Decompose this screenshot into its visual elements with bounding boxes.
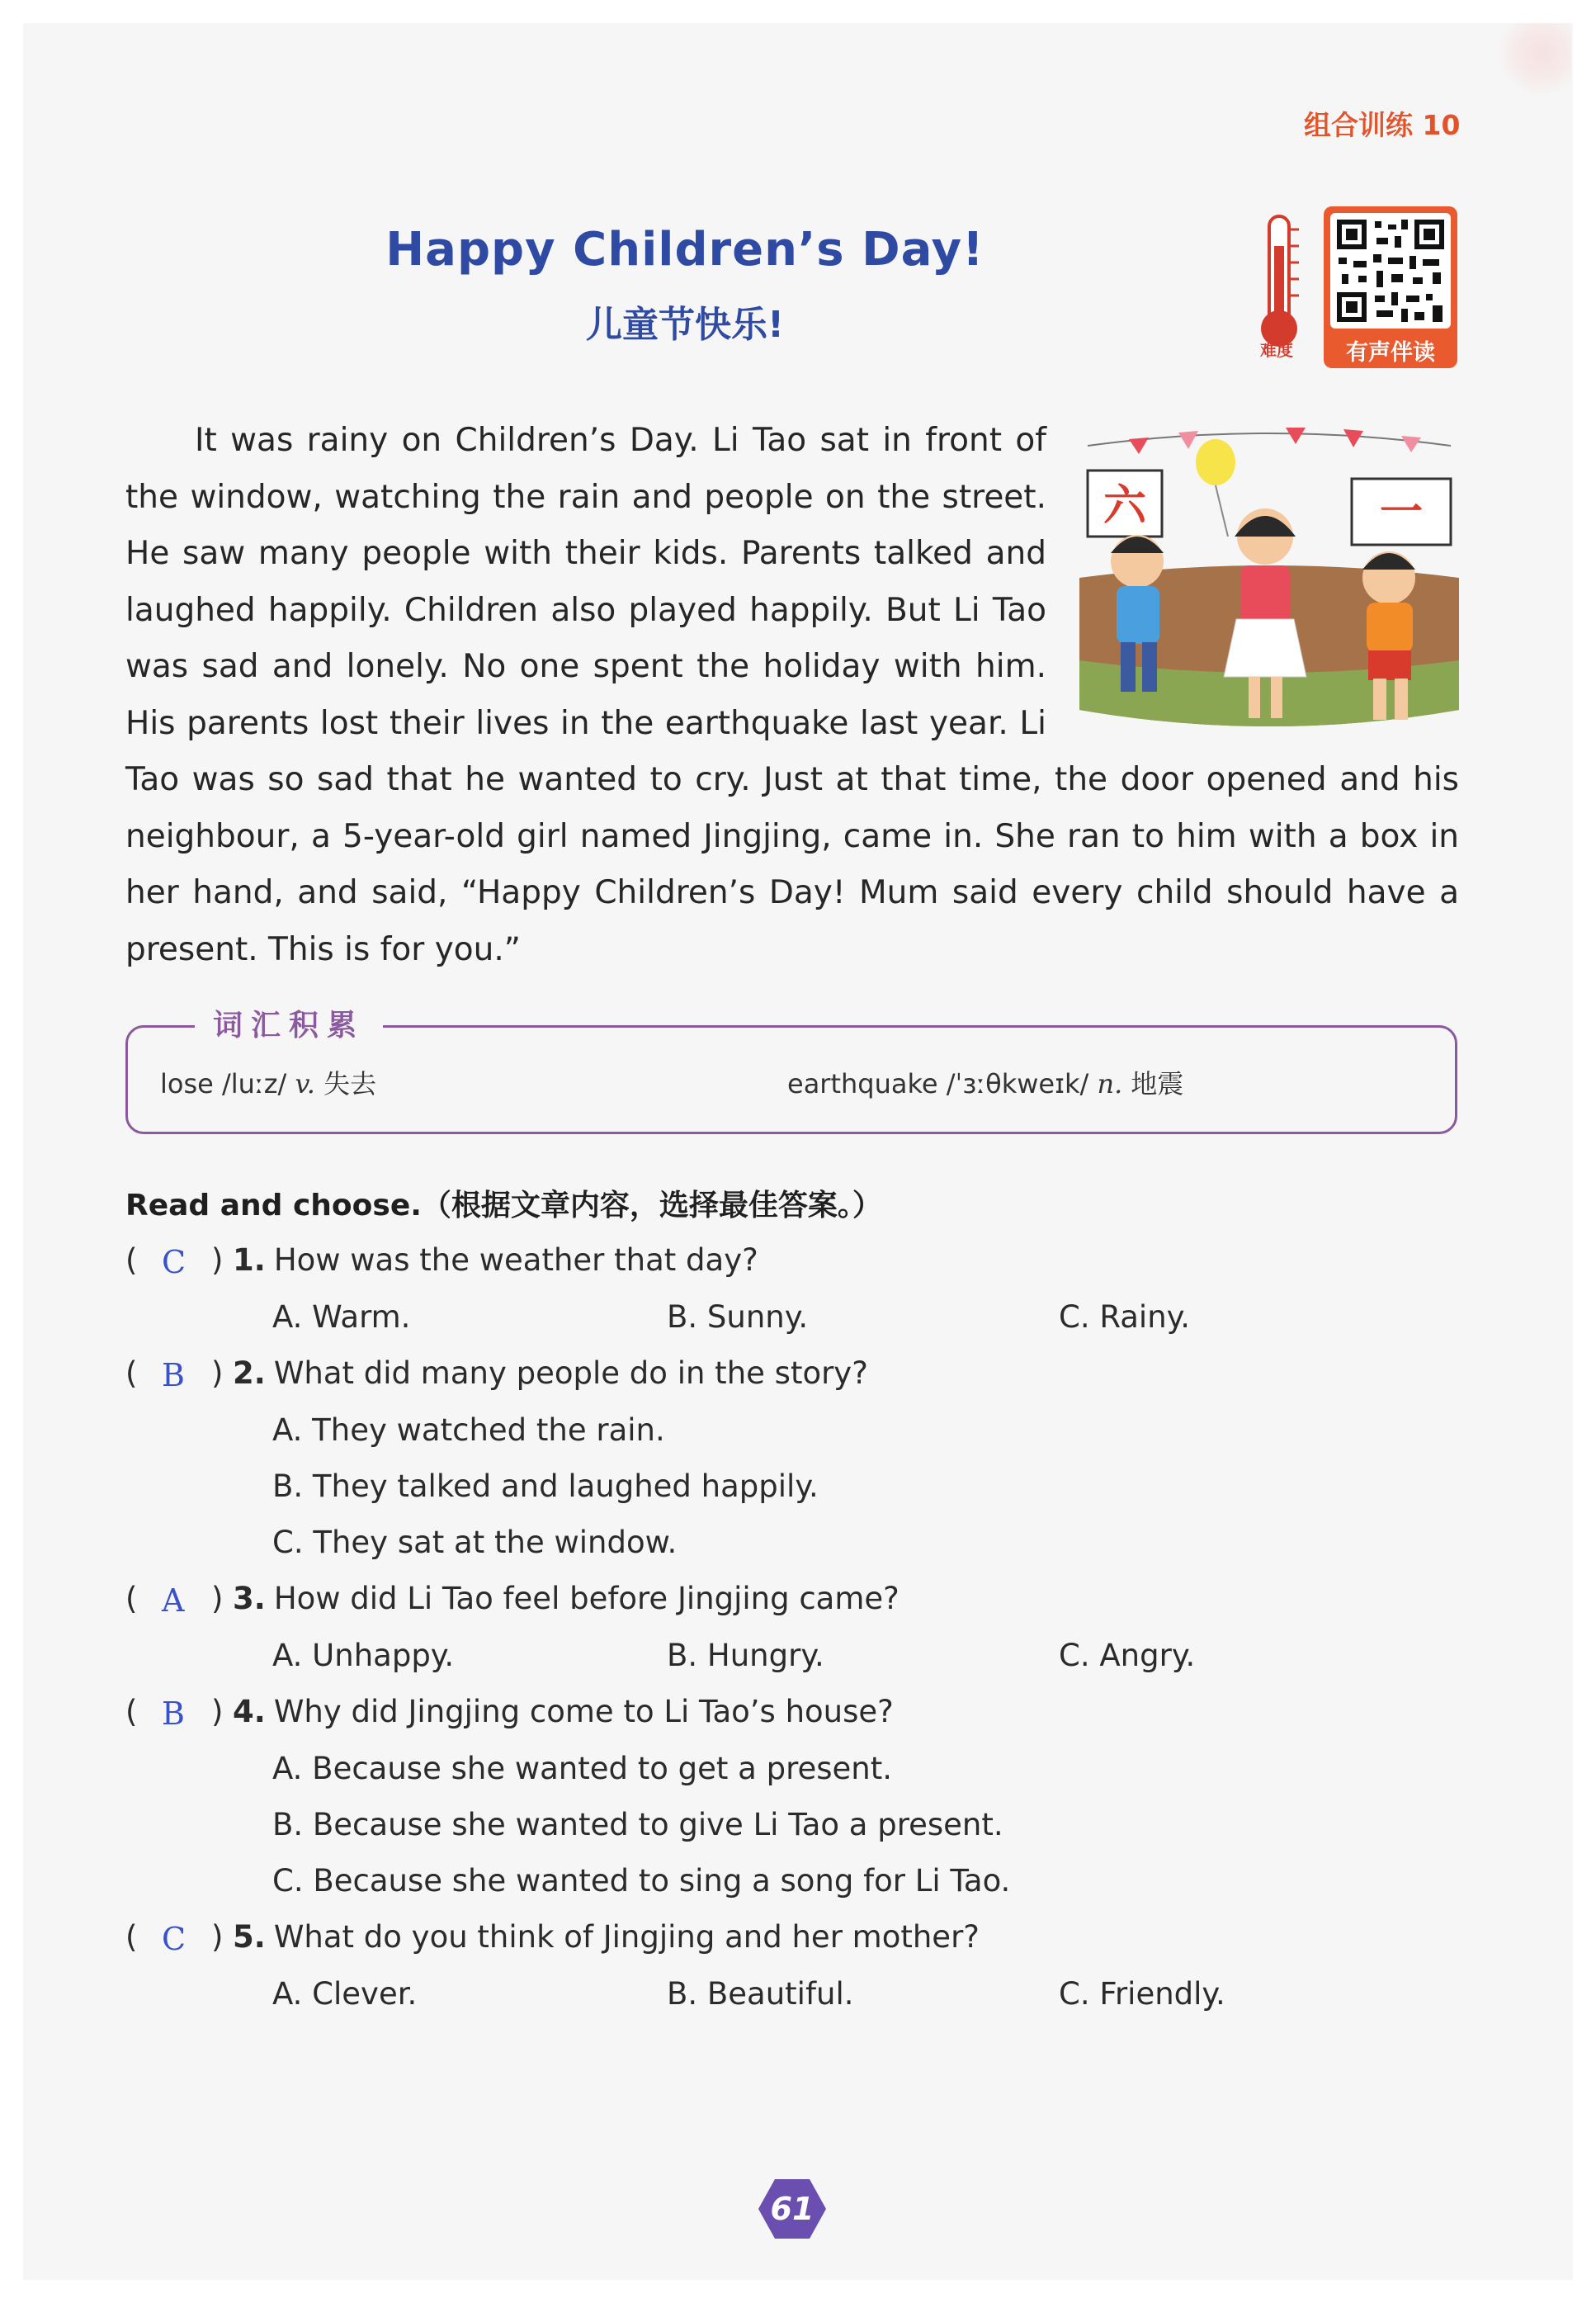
question-number: 3.	[233, 1581, 266, 1616]
option-3c[interactable]: C. Angry.	[1059, 1638, 1196, 1673]
vocab-pos: v.	[295, 1068, 315, 1099]
option-3a[interactable]: A. Unhappy.	[272, 1638, 455, 1673]
question-text: Why did Jingjing come to Li Tao’s house?	[273, 1694, 894, 1729]
question-1	[125, 1242, 758, 1278]
option-2b[interactable]: B. They talked and laughed happily.	[272, 1468, 819, 1504]
question-2	[125, 1355, 868, 1391]
option-1a[interactable]: A. Warm.	[272, 1299, 411, 1335]
option-1c[interactable]: C. Rainy.	[1059, 1299, 1191, 1335]
vocab-pos: n.	[1097, 1068, 1123, 1099]
difficulty-thermometer-icon	[1254, 213, 1304, 357]
sign-yi: 一	[1379, 488, 1424, 537]
question-text: How was the weather that day?	[273, 1242, 758, 1278]
question-4	[125, 1694, 894, 1732]
answer-mark: B	[162, 1695, 185, 1732]
vocab-title: 词汇积累	[195, 1002, 383, 1044]
children-illustration	[1079, 413, 1459, 743]
corner-decoration	[1497, 23, 1571, 97]
question-number: 2.	[233, 1355, 266, 1391]
section-tag: 组合训练 10	[1304, 109, 1461, 141]
qr-code-icon	[1330, 213, 1451, 329]
vocab-item-earthquake	[787, 1063, 1183, 1101]
audio-qr-code[interactable]	[1324, 206, 1457, 368]
question-text: What do you think of Jingjing and her mother?	[273, 1919, 980, 1955]
difficulty-label: 难度	[1260, 340, 1293, 360]
vocab-meaning: 地震	[1131, 1068, 1184, 1099]
vocab-meaning: 失去	[323, 1068, 377, 1099]
option-5b[interactable]: B. Beautiful.	[667, 1976, 854, 2012]
question-3	[125, 1581, 900, 1619]
question-text: What did many people do in the story?	[273, 1355, 868, 1391]
answer-bracket[interactable]: ( A )	[125, 1581, 224, 1619]
option-3b[interactable]: B. Hungry.	[667, 1638, 824, 1673]
page-number-badge	[757, 2178, 828, 2240]
vocab-word: lose	[160, 1068, 214, 1099]
title-english: Happy Children’s Day!	[385, 223, 985, 277]
audio-label: 有声伴读	[1346, 340, 1435, 366]
answer-bracket[interactable]: ( B )	[125, 1355, 224, 1393]
vocab-phonetic: /luːz/	[222, 1068, 287, 1099]
answer-mark: A	[162, 1582, 185, 1619]
passage-text: It was rainy on Children’s Day. Li Tao sat in front of the window, watching the rain and people on the street. He saw many people with their kids. Parents talked and laughed happily. Children also played happily. But Li Tao was sad and lonely. No one spent the holiday with him. His parents lost their lives in the earthquake last year. Li Tao was so sad that he wanted to cry. Just at that time, the door opened and his neighbour, a 5-year-old girl named Jingjing, came in. She ran to him with a box in her hand, and said, “Happy Children’s Day! Mum said every child should have a present. This is for you.”	[125, 422, 1459, 968]
option-5a[interactable]: A. Clever.	[272, 1976, 418, 2012]
answer-mark: C	[162, 1244, 187, 1280]
answer-bracket[interactable]: ( C )	[125, 1919, 224, 1957]
option-4a[interactable]: A. Because she wanted to get a present.	[272, 1751, 893, 1786]
option-5c[interactable]: C. Friendly.	[1059, 1976, 1225, 2012]
question-5	[125, 1919, 980, 1955]
exercise-instruction: Read and choose.（根据文章内容，选择最佳答案。）	[125, 1189, 882, 1222]
option-4c[interactable]: C. Because she wanted to sing a song for Li Tao.	[272, 1863, 1011, 1899]
option-2c[interactable]: C. They sat at the window.	[272, 1525, 678, 1560]
reading-passage	[125, 413, 1459, 978]
answer-bracket[interactable]: ( B )	[125, 1694, 224, 1732]
answer-mark: B	[162, 1357, 185, 1393]
option-2a[interactable]: A. They watched the rain.	[272, 1412, 665, 1448]
title-chinese: 儿童节快乐!	[585, 304, 785, 346]
question-number: 4.	[233, 1694, 266, 1729]
sign-liu: 六	[1103, 481, 1147, 531]
question-number: 5.	[233, 1919, 266, 1955]
vocab-word: earthquake	[787, 1068, 938, 1099]
page-number: 61	[770, 2191, 815, 2227]
question-text: How did Li Tao feel before Jingjing came?	[273, 1581, 900, 1616]
answer-mark: C	[162, 1921, 187, 1957]
vocab-item-lose	[160, 1063, 376, 1101]
question-number: 1.	[233, 1242, 266, 1278]
vocab-phonetic: /ˈɜːθkweɪk/	[946, 1068, 1089, 1099]
option-1b[interactable]: B. Sunny.	[667, 1299, 809, 1335]
answer-bracket[interactable]: ( C )	[125, 1242, 224, 1280]
option-4b[interactable]: B. Because she wanted to give Li Tao a present.	[272, 1807, 1003, 1842]
